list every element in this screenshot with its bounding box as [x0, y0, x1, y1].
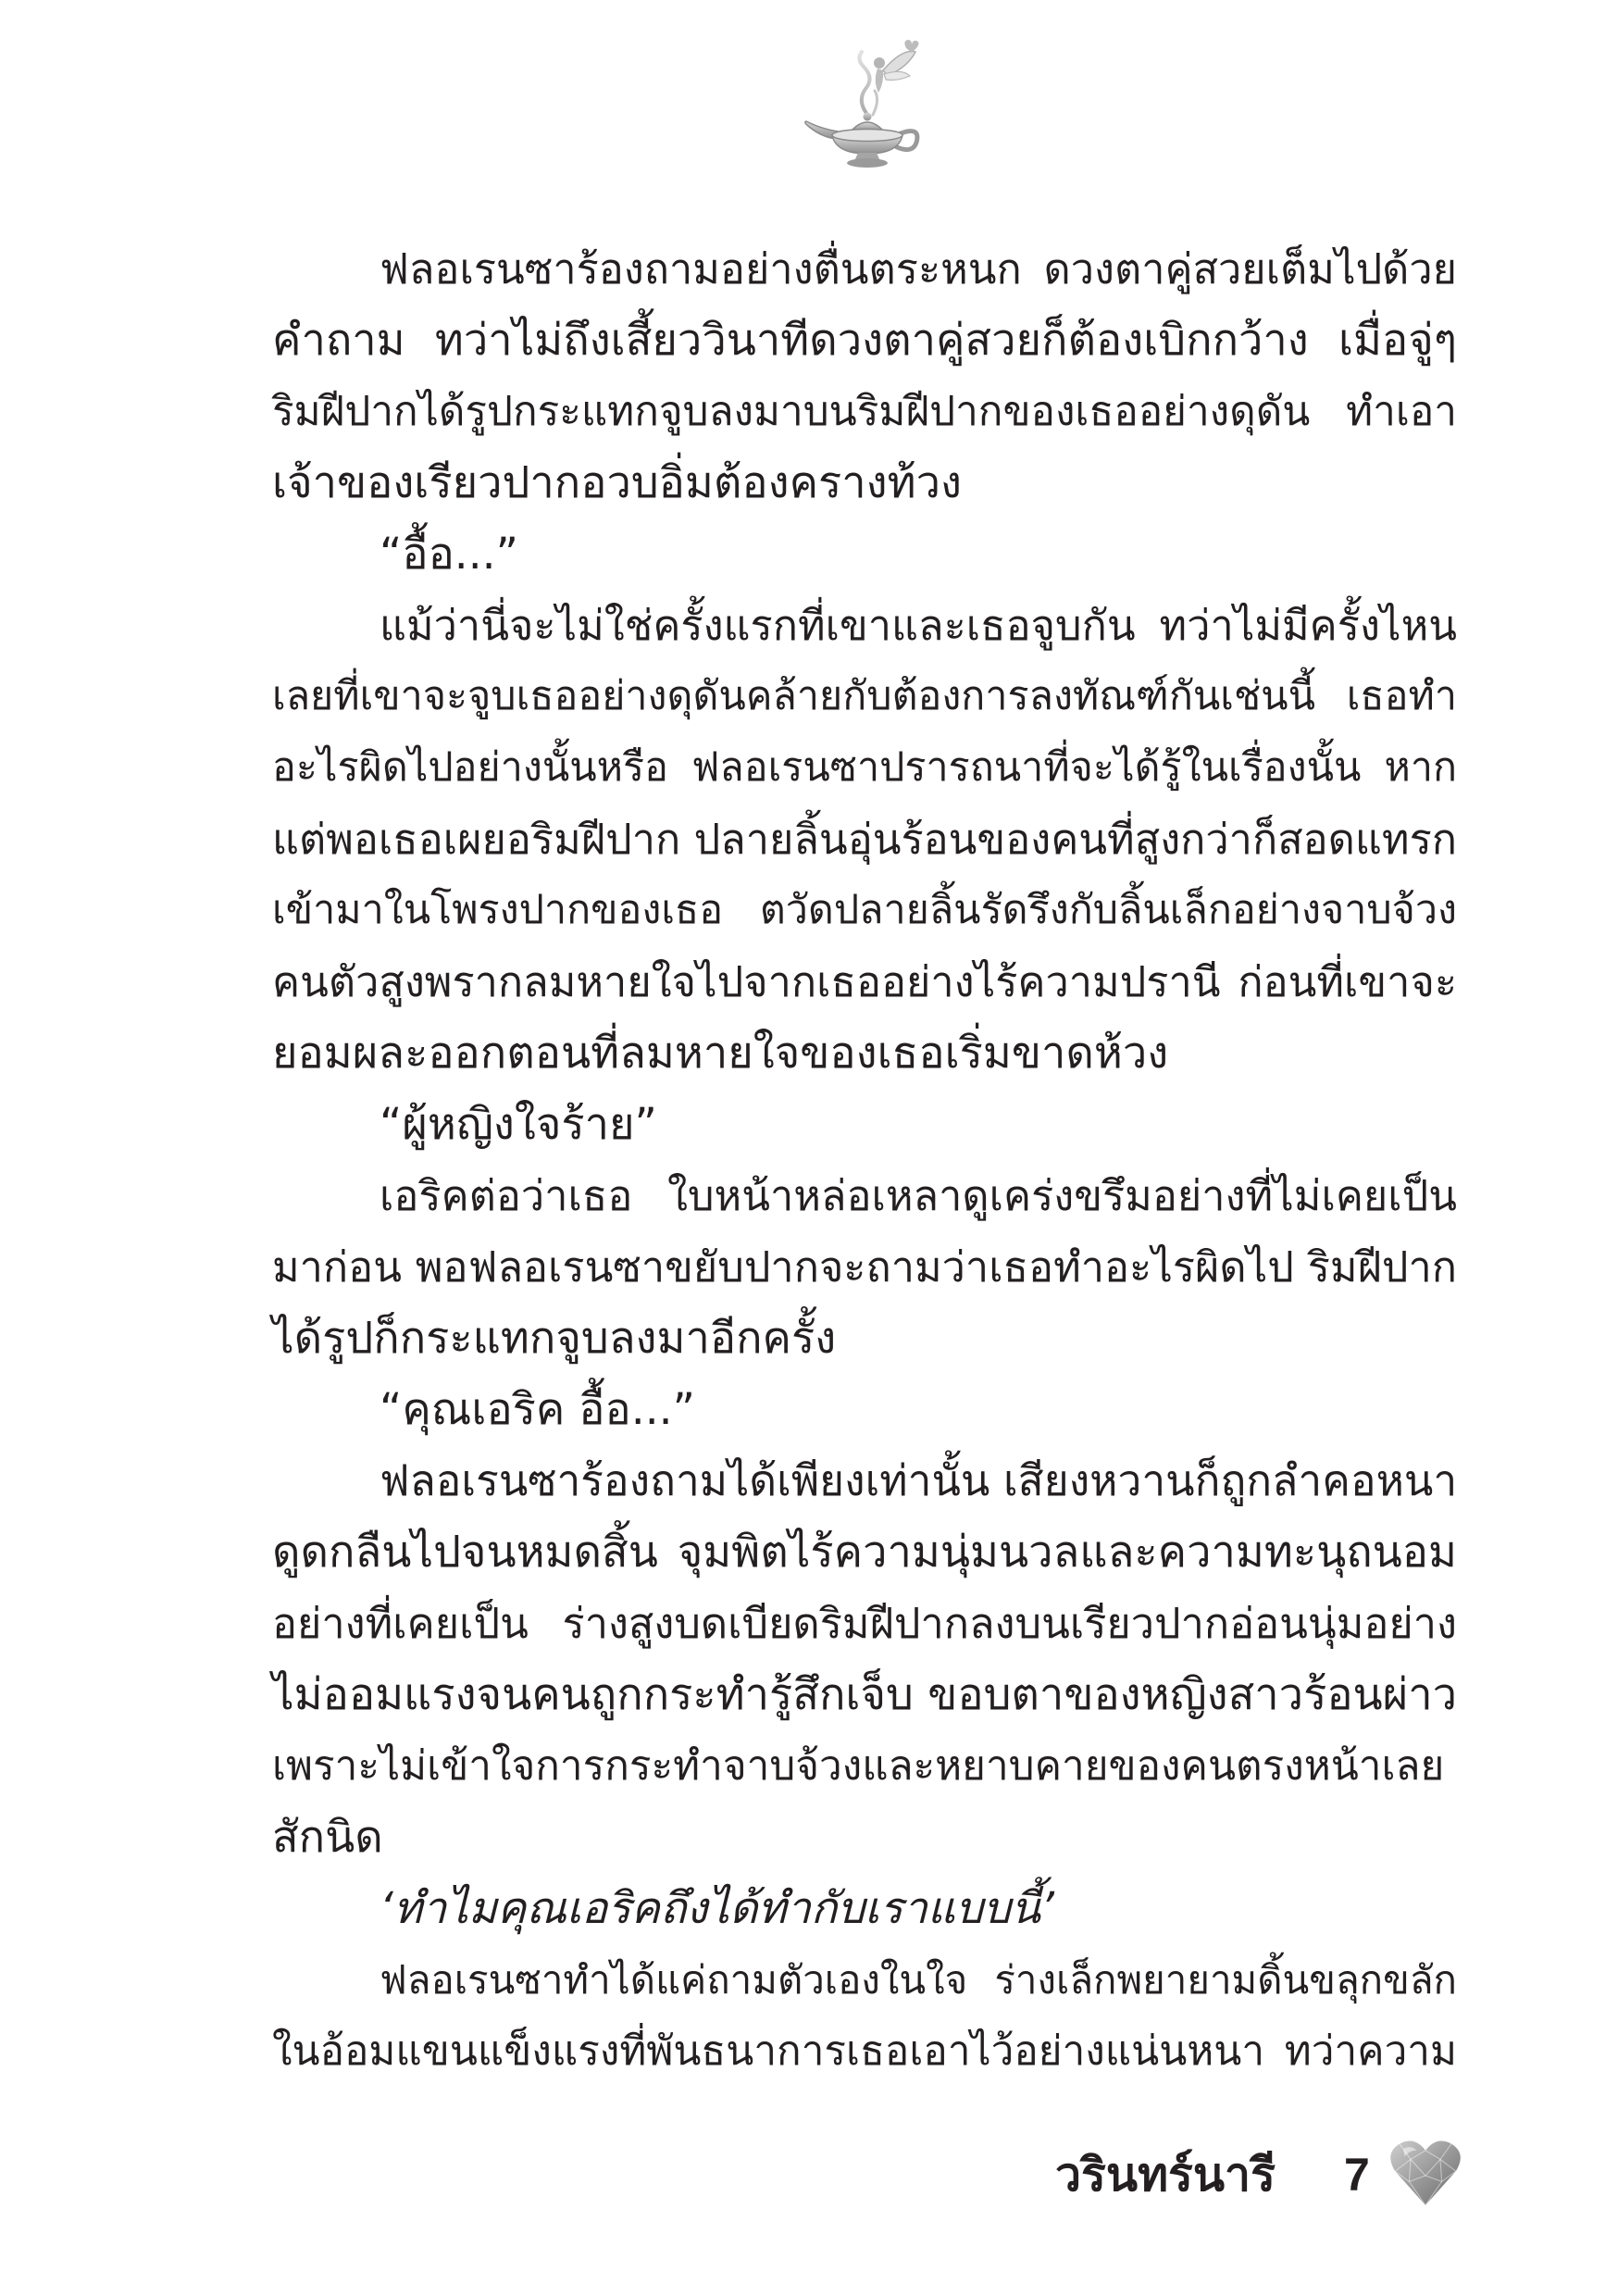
text-line: ได้รูปก็กระแทกจูบลงมาอีกครั้ง	[272, 1313, 837, 1364]
paragraph	[272, 1089, 1457, 1160]
dialogue-line: “อื้อ...”	[380, 529, 518, 580]
text-line: ดูดกลืนไปจนหมดสิ้น จุมพิตไร้ความนุ่มนวลและความทะนุถนอม	[272, 1527, 1457, 1578]
text-line: ฟลอเรนซาร้องถามอย่างตื่นตระหนก ดวงตาคู่สวยเต็มไปด้วย	[380, 244, 1457, 293]
dialogue-line: “ผู้หญิงใจร้าย”	[380, 1099, 657, 1150]
text-line: สักนิด	[272, 1812, 383, 1863]
text-line: อย่างที่เคยเป็น ร่างสูงบดเบียดริมฝีปากลงบนเรียวปากอ่อนนุ่มอย่าง	[272, 1599, 1457, 1648]
paragraph	[272, 1873, 1457, 1944]
text-line: เลยที่เขาจะจูบเธออย่างดุดันคล้ายกับต้องการลงทัณฑ์กันเช่นนี้ เธอทำ	[272, 673, 1457, 719]
paragraph	[272, 590, 1457, 1089]
genie-lamp-icon	[795, 35, 934, 174]
text-line: ยอมผละออกตอนที่ลมหายใจของเธอเริ่มขาดห้วง	[272, 1028, 1169, 1079]
paragraph	[272, 1160, 1457, 1374]
paragraph	[272, 1445, 1457, 1873]
paragraph	[272, 1374, 1457, 1445]
text-line: ฟลอเรนซาทำได้แค่ถามตัวเองในใจ ร่างเล็กพยายามดิ้นขลุกขลัก	[380, 1957, 1457, 2003]
text-line: เข้ามาในโพรงปากของเธอ ตวัดปลายลิ้นรัดรึงกับลิ้นเล็กอย่างจาบจ้วง	[272, 887, 1457, 933]
text-line: เจ้าของเรียวปากอวบอิ่มต้องครางท้วง	[272, 457, 962, 508]
text-line: คำถาม ทว่าไม่ถึงเสี้ยววินาทีดวงตาคู่สวยก็ต้องเบิกกว้าง เมื่อจู่ๆ	[272, 315, 1457, 366]
paragraph	[272, 1944, 1457, 2087]
text-line: มาก่อน พอฟลอเรนซาขยับปากจะถามว่าเธอทำอะไรผิดไป ริมฝีปาก	[272, 1242, 1457, 1292]
paragraph	[272, 233, 1457, 518]
text-line: เอริคต่อว่าเธอ ใบหน้าหล่อเหลาดูเคร่งขรึมอย่างที่ไม่เคยเป็น	[380, 1171, 1457, 1220]
inner-thought-line: ‘ทำไมคุณเอริคถึงได้ทำกับเราแบบนี้’	[380, 1883, 1054, 1934]
text-line: ไม่ออมแรงจนคนถูกกระทำรู้สึกเจ็บ ขอบตาของหญิงสาวร้อนผ่าว	[272, 1669, 1457, 1720]
paragraph	[272, 518, 1457, 590]
text-line: ริมฝีปากได้รูปกระแทกจูบลงมาบนริมฝีปากของเธออย่างดุดัน ทำเอา	[272, 388, 1457, 435]
page-number: 7	[1344, 2149, 1370, 2201]
text-line: แม้ว่านี่จะไม่ใช่ครั้งแรกที่เขาและเธอจูบกัน ทว่าไม่มีครั้งไหน	[380, 601, 1457, 650]
heart-icon	[1388, 2137, 1462, 2207]
text-line: แต่พอเธอเผยอริมฝีปาก ปลายลิ้นอุ่นร้อนของคนที่สูงกว่าก็สอดแทรก	[272, 815, 1457, 864]
text-line: อะไรผิดไปอย่างนั้นหรือ ฟลอเรนซาปรารถนาที่จะได้รู้ในเรื่องนั้น หาก	[272, 744, 1457, 791]
book-title: วรินทร์นารี	[1054, 2148, 1276, 2202]
text-line: ในอ้อมแขนแข็งแรงที่พันธนาการเธอเอาไว้อย่างแน่นหนา ทว่าความ	[272, 2028, 1457, 2075]
text-line: เพราะไม่เข้าใจการกระทำจาบจ้วงและหยาบคายของคนตรงหน้าเลย	[272, 1742, 1445, 1790]
text-line: คนตัวสูงพรากลมหายใจไปจากเธออย่างไร้ความปรานี ก่อนที่เขาจะ	[272, 957, 1457, 1006]
body-text	[272, 233, 1457, 2087]
text-line: ฟลอเรนซาร้องถามได้เพียงเท่านั้น เสียงหวานก็ถูกลำคอหนา	[380, 1455, 1458, 1505]
dialogue-line: “คุณเอริค อื้อ...”	[380, 1384, 695, 1435]
